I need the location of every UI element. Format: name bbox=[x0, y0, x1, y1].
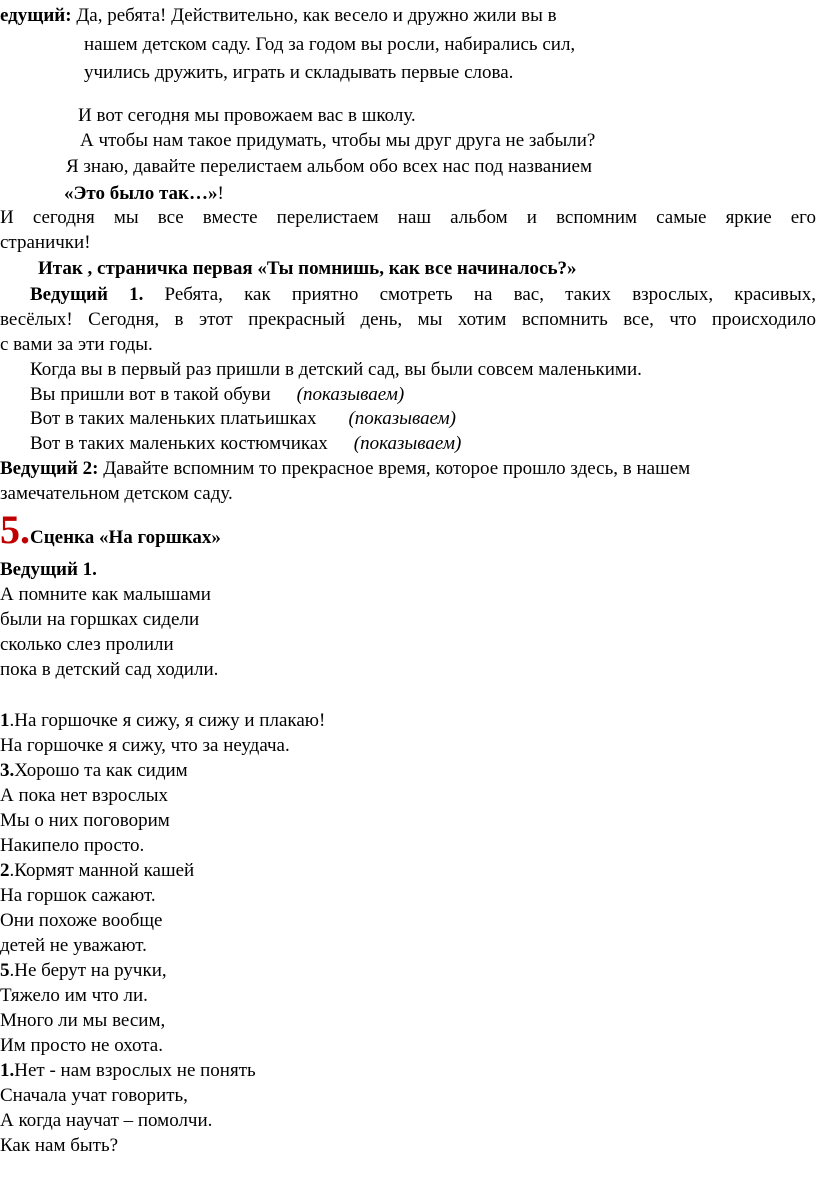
scene-title: Сценка «На горшках» bbox=[30, 527, 221, 548]
line-text: Они похоже вообще bbox=[0, 910, 163, 931]
dialogue-line bbox=[0, 708, 325, 733]
show1-note: (показываем) bbox=[296, 384, 405, 405]
line-text: .На горшочке я сижу, я сижу и плакаю! bbox=[9, 710, 326, 731]
ved1-line-4: Когда вы в первый раз пришли в детский сад, вы были совсем маленькими. bbox=[30, 359, 642, 380]
dialogue-line bbox=[0, 833, 144, 858]
ved1-speaker: Ведущий 1. bbox=[30, 284, 144, 305]
para1-line-1: И сегодня мы все вместе перелистаем наш альбом и вспомним самые яркие его bbox=[0, 207, 816, 228]
show2-text: Вот в таких маленьких платьишках bbox=[30, 408, 317, 429]
show1-text: Вы пришли вот в такой обуви bbox=[30, 384, 271, 405]
dialogue-line bbox=[0, 858, 194, 883]
dialogue-line bbox=[0, 1083, 188, 1108]
ved1-line-2: весёлых! Сегодня, в этот прекрасный день, мы хотим вспомнить все, что происходило bbox=[0, 309, 816, 330]
line-text: Много ли мы весим, bbox=[0, 1010, 166, 1031]
line-text: На горшочке я сижу, что за неудача. bbox=[0, 735, 290, 756]
line-text: Нет - нам взрослых не понять bbox=[14, 1060, 256, 1081]
line-text: А когда научат – помолчи. bbox=[0, 1110, 213, 1131]
page-heading bbox=[38, 256, 577, 281]
intro-line-2: нашем детском саду. Год за годом вы росли, набирались сил, bbox=[84, 34, 576, 55]
dialogue-line bbox=[0, 733, 290, 758]
ved1-line-3: с вами за эти годы. bbox=[0, 334, 153, 355]
line-text: Им просто не охота. bbox=[0, 1035, 163, 1056]
line-text: А пока нет взрослых bbox=[0, 785, 169, 806]
line-text: Мы о них поговорим bbox=[0, 810, 170, 831]
intro-line-1 bbox=[0, 3, 557, 28]
line-text: Как нам быть? bbox=[0, 1135, 119, 1156]
intro-line-3: учились дружить, играть и складывать первые слова. bbox=[84, 62, 514, 83]
album-title-excl: ! bbox=[217, 183, 224, 204]
verse-line: А помните как малышами bbox=[0, 584, 211, 605]
scene-speaker bbox=[0, 557, 97, 582]
line-number: 5 bbox=[0, 960, 10, 981]
para1-line-2: странички! bbox=[0, 232, 91, 253]
line-text: .Не берут на ручки, bbox=[9, 960, 167, 981]
verse-line: пока в детский сад ходили. bbox=[0, 659, 219, 680]
line-text: детей не уважают. bbox=[0, 935, 147, 956]
show2-note: (показываем) bbox=[348, 408, 457, 429]
show-line-2 bbox=[30, 406, 456, 431]
line-text: .Кормят манной кашей bbox=[9, 860, 195, 881]
line-number: 2 bbox=[0, 860, 10, 881]
line-text: Хорошо та как сидим bbox=[14, 760, 188, 781]
album-title: «Это было так…» bbox=[64, 183, 218, 204]
verse-line: были на горшках сидели bbox=[0, 609, 200, 630]
dialogue-line bbox=[0, 1033, 163, 1058]
intro-line-4: И вот сегодня мы провожаем вас в школу. bbox=[78, 105, 416, 126]
line-text: Сначала учат говорить, bbox=[0, 1085, 188, 1106]
ved2-speaker: Ведущий 2: bbox=[0, 458, 99, 479]
intro-line-5: А чтобы нам такое придумать, чтобы мы друг друга не забыли? bbox=[80, 130, 596, 151]
intro-text-1: Да, ребята! Действительно, как весело и дружно жили вы в bbox=[71, 5, 557, 26]
dialogue-line bbox=[0, 758, 188, 783]
ved2-line-1 bbox=[0, 456, 690, 481]
album-title-line bbox=[64, 181, 224, 206]
page-heading-title: Ты помнишь, как все начиналось?» bbox=[266, 258, 577, 279]
line-text: Накипело просто. bbox=[0, 835, 145, 856]
dialogue-line bbox=[0, 1133, 118, 1158]
dialogue-line bbox=[0, 958, 167, 983]
show-line-3 bbox=[30, 431, 461, 456]
intro-line-6: Я знаю, давайте перелистаем альбом обо всех нас под названием bbox=[66, 156, 592, 177]
ved2-line-2: замечательном детском саду. bbox=[0, 483, 233, 504]
line-text: Тяжело им что ли. bbox=[0, 985, 148, 1006]
show3-text: Вот в таких маленьких костюмчиках bbox=[30, 433, 328, 454]
ved2-text-1: Давайте вспомним то прекрасное время, которое прошло здесь, в нашем bbox=[98, 458, 691, 479]
dialogue-line bbox=[0, 908, 162, 933]
line-number: 3. bbox=[0, 760, 15, 781]
dialogue-line bbox=[0, 1008, 165, 1033]
show-line-1 bbox=[30, 382, 404, 407]
line-number: 1 bbox=[0, 710, 10, 731]
scene-speaker-label: Ведущий 1. bbox=[0, 559, 97, 580]
dialogue-line bbox=[0, 983, 148, 1008]
line-text: На горшок сажают. bbox=[0, 885, 156, 906]
dialogue-line bbox=[0, 933, 147, 958]
dialogue-line bbox=[0, 883, 156, 908]
dialogue-line bbox=[0, 1058, 256, 1083]
verse-line: сколько слез пролили bbox=[0, 634, 174, 655]
dialogue-line bbox=[0, 783, 168, 808]
page-heading-lead: Итак , страничка первая « bbox=[38, 258, 267, 279]
line-number: 1. bbox=[0, 1060, 15, 1081]
scene-number: 5. bbox=[0, 507, 30, 552]
ved1-text-1: Ребята, как приятно смотреть на вас, таких взрослых, красивых, bbox=[143, 284, 816, 305]
ved1-line-1 bbox=[0, 282, 816, 307]
dialogue-line bbox=[0, 1108, 212, 1133]
intro-speaker: едущий: bbox=[0, 5, 72, 26]
scene-heading bbox=[0, 507, 221, 558]
dialogue-line bbox=[0, 808, 170, 833]
show3-note: (показываем) bbox=[353, 433, 462, 454]
